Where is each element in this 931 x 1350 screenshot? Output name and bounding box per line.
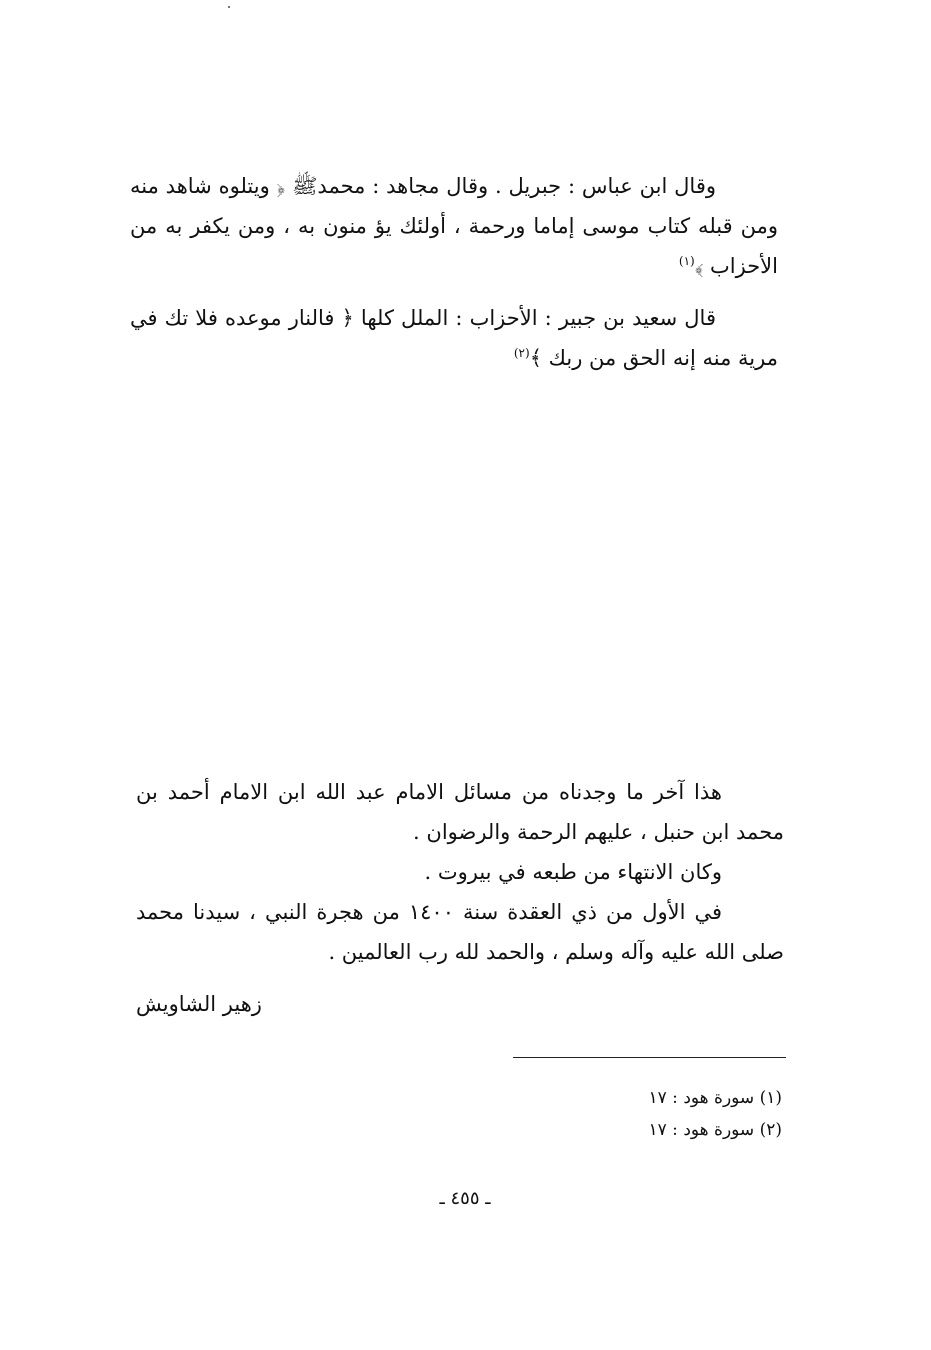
signature-line [136,984,784,1024]
paragraph-said-ibn-jubair-text: قال سعيد بن جبير : الأحزاب : الملل كلها ﴿ فالنار موعده فلا تك في مرية منه إنه الحق من ربك ﴾ [130,306,778,370]
footnote-ref-1: (١) [678,254,695,268]
paragraph-ibn-abbas [130,166,778,286]
paragraph-closing-statement: هذا آخر ما وجدناه من مسائل الامام عبد الله ابن الامام أحمد بن محمد ابن حنبل ، عليهم الرحمة والرضوان . [136,780,784,844]
footnote-divider [513,1057,786,1058]
paragraph-printing-place: وكان الانتهاء من طبعه في بيروت . [424,860,722,884]
footnote-2: (٢) سورة هود : ١٧ [648,1120,782,1140]
closing-text-block [136,772,784,1024]
upper-text-block [130,166,778,378]
paragraph-ibn-abbas-text: وقال ابن عباس : جبريل . وقال مجاهد : محمدﷺ ﴿ ويتلوه شاهد منه ومن قبله كتاب موسى إماما ورحمة ، أولئك يؤ منون به ، ومن يكفر به من الأحزاب ﴾ [130,174,778,278]
scan-speck [228,6,230,8]
page-number: ـ ٤٥٥ ـ [439,1188,491,1209]
footnote-ref-2: (٢) [513,346,530,360]
footnote-1: (١) سورة هود : ١٧ [648,1088,782,1108]
footnotes [560,1082,782,1146]
paragraph-printing-date: في الأول من ذي العقدة سنة ١٤٠٠ من هجرة النبي ، سيدنا محمد صلى الله عليه وآله وسلم ، والحمد لله رب العالمين . [136,900,784,964]
signature-name: زهير الشاويش [136,992,262,1016]
paragraph-said-ibn-jubair [130,298,778,378]
